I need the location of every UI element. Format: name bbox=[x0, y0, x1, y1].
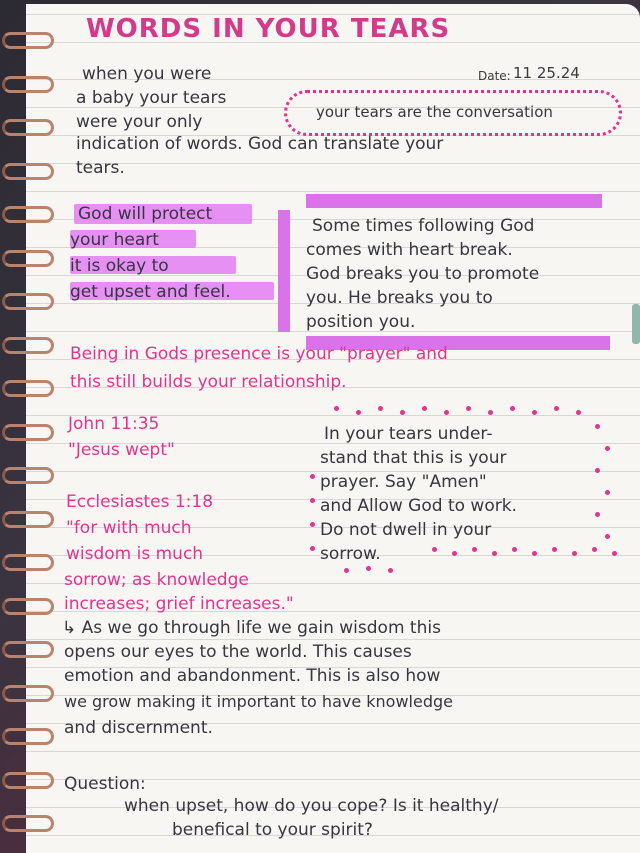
intro-line: a baby your tears bbox=[76, 88, 227, 108]
decorative-dot bbox=[344, 568, 349, 573]
intro-line: when you were bbox=[82, 64, 212, 84]
presence-line: Being in Gods presence is your "prayer" and bbox=[70, 344, 448, 364]
tears-note-line: sorrow. bbox=[320, 544, 381, 564]
intro-line: were your only bbox=[76, 112, 203, 132]
question-label: Question: bbox=[64, 774, 146, 794]
page-title: WORDS IN YOUR TEARS bbox=[86, 14, 451, 44]
spiral-ring bbox=[2, 554, 54, 571]
spiral-ring bbox=[2, 772, 54, 789]
decorative-dot bbox=[554, 406, 559, 411]
spiral-ring bbox=[2, 815, 54, 832]
spiral-ring bbox=[2, 163, 54, 180]
spiral-ring bbox=[2, 293, 54, 310]
decorative-dot bbox=[595, 424, 600, 429]
spiral-ring bbox=[2, 424, 54, 441]
page-tab-marker bbox=[632, 304, 640, 344]
reflection-line: we grow making it important to have knowledge bbox=[64, 692, 453, 711]
intro-line: indication of words. God can translate your bbox=[76, 134, 444, 154]
reflection-line: ↳ As we go through life we gain wisdom this bbox=[62, 618, 441, 638]
spiral-ring bbox=[2, 380, 54, 397]
decorative-dot bbox=[388, 568, 393, 573]
decorative-dot bbox=[356, 410, 361, 415]
spiral-ring bbox=[2, 685, 54, 702]
decorative-dot bbox=[612, 551, 617, 556]
spiral-ring bbox=[2, 511, 54, 528]
decorative-dot bbox=[552, 547, 557, 552]
spiral-ring bbox=[2, 32, 54, 49]
decorative-dot bbox=[310, 498, 315, 503]
decorative-dot bbox=[532, 410, 537, 415]
decorative-dot bbox=[510, 406, 515, 411]
tears-note-line: and Allow God to work. bbox=[320, 496, 517, 516]
notebook-page bbox=[26, 4, 640, 853]
decorative-dot bbox=[472, 547, 477, 552]
decorative-dot bbox=[378, 406, 383, 411]
decorative-dot bbox=[488, 410, 493, 415]
decorative-dot bbox=[466, 406, 471, 411]
spiral-ring bbox=[2, 337, 54, 354]
spiral-ring bbox=[2, 206, 54, 223]
decorative-dot bbox=[512, 547, 517, 552]
decorative-dot bbox=[366, 566, 371, 571]
decorative-dot bbox=[334, 406, 339, 411]
box-line: God breaks you to promote bbox=[306, 264, 540, 284]
spiral-ring bbox=[2, 119, 54, 136]
decorative-dot bbox=[400, 410, 405, 415]
spiral-ring bbox=[2, 467, 54, 484]
spiral-ring bbox=[2, 728, 54, 745]
decorative-dot bbox=[605, 446, 610, 451]
spiral-ring bbox=[2, 76, 54, 93]
tears-note-line: prayer. Say "Amen" bbox=[320, 472, 487, 492]
spiral-ring bbox=[2, 641, 54, 658]
tears-note-line: Do not dwell in your bbox=[320, 520, 492, 540]
reflection-line: and discernment. bbox=[64, 718, 213, 738]
box-top-bar bbox=[306, 194, 602, 208]
decorative-dot bbox=[310, 474, 315, 479]
decorative-dot bbox=[432, 547, 437, 552]
john-reference: John 11:35 bbox=[68, 414, 160, 434]
reflection-line: opens our eyes to the world. This causes bbox=[64, 642, 412, 662]
decorative-dot bbox=[310, 546, 315, 551]
protect-line: it is okay to bbox=[70, 256, 169, 276]
spiral-ring bbox=[2, 250, 54, 267]
decorative-dot bbox=[492, 551, 497, 556]
protect-line: your heart bbox=[70, 230, 159, 250]
decorative-dot bbox=[605, 490, 610, 495]
protect-line: get upset and feel. bbox=[70, 282, 231, 302]
decorative-dot bbox=[532, 551, 537, 556]
decorative-dot bbox=[595, 512, 600, 517]
reflection-line: emotion and abandonment. This is also how bbox=[64, 666, 441, 686]
ecclesiastes-line: sorrow; as knowledge bbox=[64, 570, 249, 590]
box-left-bar bbox=[278, 210, 290, 332]
decorative-dot bbox=[576, 410, 581, 415]
ecclesiastes-line: wisdom is much bbox=[66, 544, 204, 564]
tears-note-line: stand that this is your bbox=[320, 448, 507, 468]
decorative-dot bbox=[422, 406, 427, 411]
question-line: benefical to your spirit? bbox=[172, 820, 373, 840]
spiral-ring bbox=[2, 598, 54, 615]
decorative-dot bbox=[452, 551, 457, 556]
decorative-dot bbox=[605, 534, 610, 539]
protect-line: God will protect bbox=[78, 204, 213, 224]
decorative-dot bbox=[572, 551, 577, 556]
tears-note-line: In your tears under- bbox=[324, 424, 493, 444]
decorative-dot bbox=[595, 468, 600, 473]
intro-line: tears. bbox=[76, 158, 125, 178]
decorative-dot bbox=[444, 410, 449, 415]
ecclesiastes-line: "for with much bbox=[66, 518, 192, 538]
ecclesiastes-line: increases; grief increases." bbox=[64, 594, 294, 614]
box-line: comes with heart break. bbox=[306, 240, 513, 260]
box-line: position you. bbox=[306, 312, 416, 332]
ecclesiastes-reference: Ecclesiastes 1:18 bbox=[66, 492, 214, 512]
john-quote: "Jesus wept" bbox=[68, 440, 175, 460]
date-value: 11 25.24 bbox=[513, 64, 580, 82]
decorative-dot bbox=[592, 547, 597, 552]
date-label: Date: bbox=[478, 69, 511, 83]
box-line: Some times following God bbox=[312, 216, 535, 236]
callout-text: your tears are the conversation bbox=[316, 103, 553, 121]
presence-line: this still builds your relationship. bbox=[70, 372, 347, 392]
box-line: you. He breaks you to bbox=[306, 288, 493, 308]
question-line: when upset, how do you cope? Is it healthy/ bbox=[124, 796, 499, 816]
decorative-dot bbox=[310, 522, 315, 527]
